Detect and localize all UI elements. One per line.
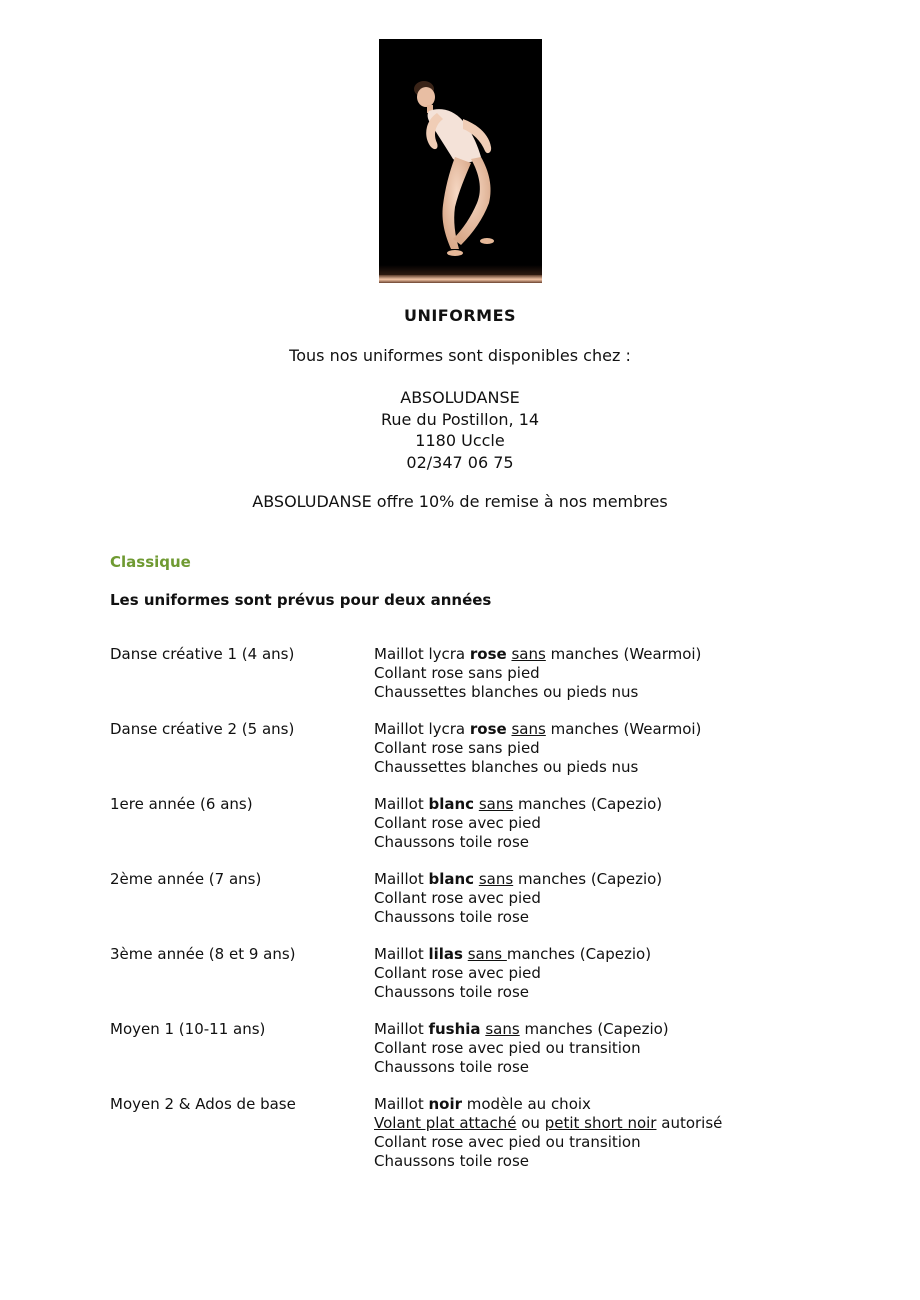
uniform-items (374, 720, 701, 777)
uniform-line: Chaussons toile rose (374, 833, 530, 851)
uniform-items (374, 1095, 722, 1171)
uniform-line: Collant rose sans pied (374, 664, 540, 682)
uniform-row (110, 795, 830, 870)
uniform-line: Maillot noir modèle au choix (374, 1095, 591, 1113)
intro-text: Tous nos uniformes sont disponibles chez : (289, 346, 631, 365)
level-label: 2ème année (7 ans) (110, 870, 262, 888)
level-label: Moyen 1 (10-11 ans) (110, 1020, 266, 1038)
uniform-items (374, 795, 662, 852)
stage-floor (379, 275, 542, 283)
uniform-items (374, 945, 651, 1002)
uniform-line: Maillot fushia sans manches (Capezio) (374, 1020, 669, 1038)
uniform-line: Chaussettes blanches ou pieds nus (374, 758, 639, 776)
uniform-line: Collant rose avec pied ou transition (374, 1039, 641, 1057)
uniform-line: Chaussons toile rose (374, 983, 530, 1001)
shop-phone: 02/347 06 75 (406, 452, 514, 472)
uniform-line: Chaussettes blanches ou pieds nus (374, 683, 639, 701)
uniform-line: Collant rose avec pied (374, 889, 541, 907)
uniform-line: Collant rose sans pied (374, 739, 540, 757)
page-title: UNIFORMES (403, 306, 517, 325)
uniform-row (110, 645, 830, 720)
uniform-line: Maillot lycra rose sans manches (Wearmoi) (374, 720, 702, 738)
shop-name: ABSOLUDANSE (400, 388, 520, 407)
level-label: 1ere année (6 ans) (110, 795, 253, 813)
uniform-line: Collant rose avec pied (374, 964, 541, 982)
level-label: Danse créative 2 (5 ans) (110, 720, 295, 738)
uniform-line: Maillot lycra rose sans manches (Wearmoi) (374, 645, 702, 663)
uniform-line: Maillot lilas sans manches (Capezio) (374, 945, 652, 963)
uniform-row (110, 945, 830, 1020)
uniform-row (110, 1020, 830, 1095)
discount-offer: ABSOLUDANSE offre 10% de remise à nos membres (252, 492, 668, 511)
uniform-line: Chaussons toile rose (374, 1058, 530, 1076)
uniform-items (374, 1020, 669, 1077)
uniform-items (374, 870, 662, 927)
dancer-illustration (379, 39, 542, 283)
uniform-line: Maillot blanc sans manches (Capezio) (374, 870, 663, 888)
shop-street: Rue du Postillon, 14 (380, 409, 540, 429)
uniform-row (110, 870, 830, 945)
uniform-row (110, 720, 830, 795)
uniform-table (110, 645, 830, 1190)
shop-city: 1180 Uccle (415, 431, 505, 450)
section-heading: Classique (110, 553, 191, 571)
uniform-row (110, 1095, 830, 1190)
section-subtitle: Les uniformes sont prévus pour deux années (110, 591, 492, 609)
uniform-line: Collant rose avec pied ou transition (374, 1133, 641, 1151)
uniform-line: Volant plat attaché ou petit short noir autorisé (374, 1114, 723, 1132)
uniform-items (374, 645, 701, 702)
shop-address (0, 387, 920, 473)
uniform-line: Maillot blanc sans manches (Capezio) (374, 795, 663, 813)
level-label: 3ème année (8 et 9 ans) (110, 945, 296, 963)
uniform-line: Chaussons toile rose (374, 1152, 530, 1170)
uniform-line: Collant rose avec pied (374, 814, 541, 832)
level-label: Moyen 2 & Ados de base (110, 1095, 296, 1113)
uniform-line: Chaussons toile rose (374, 908, 530, 926)
level-label: Danse créative 1 (4 ans) (110, 645, 295, 663)
dancer-photo (379, 39, 542, 283)
